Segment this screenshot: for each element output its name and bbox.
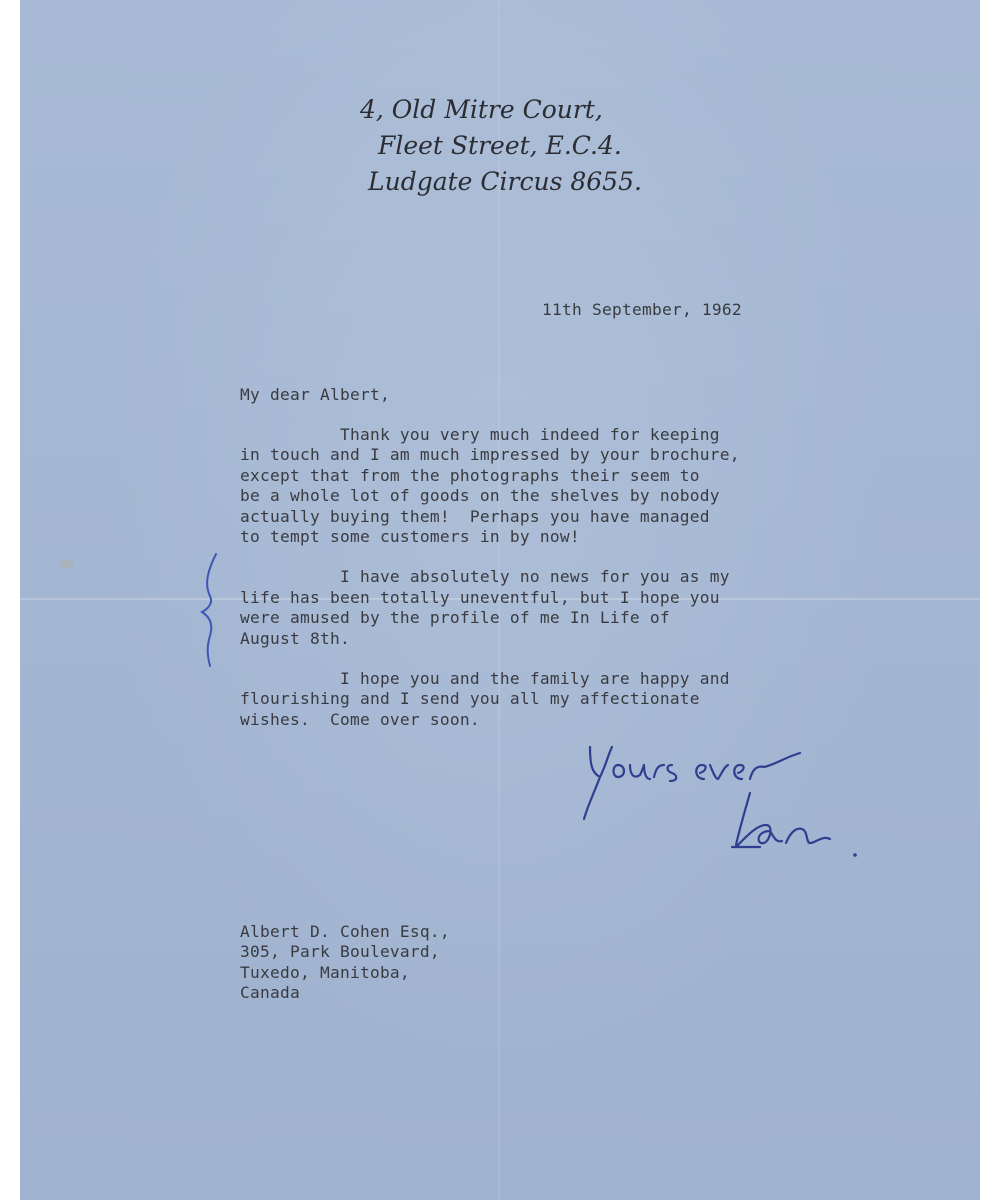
text-line: life has been totally uneventful, but I hope you [240,587,720,607]
text-line: actually buying them! Perhaps you have managed [240,506,710,526]
address-line: Tuxedo, Manitoba, [240,962,410,982]
recipient-address [240,922,450,1004]
address-line: 305, Park Boulevard, [240,942,440,962]
margin-pen-mark [196,550,226,670]
text-line: August 8th. [240,628,350,648]
address-line: Albert D. Cohen Esq., [240,922,450,941]
paragraph [240,669,860,730]
text-line: were amused by the profile of me In Life of [240,608,670,628]
salutation: My dear Albert, [240,385,390,404]
paragraph [240,425,860,547]
text-line: except that from the photographs their seem to [240,465,700,485]
letterhead-line: Ludgate Circus 8655. [368,167,642,196]
text-line: wishes. Come over soon. [240,709,480,729]
text-line: in touch and I am much impressed by your brochure, [240,445,740,465]
text-line: flourishing and I send you all my affectionate [240,689,700,709]
letter-date: 11th September, 1962 [542,300,742,319]
text-line: I hope you and the family are happy and [240,669,730,689]
letter-body [240,425,860,750]
paragraph [240,567,860,649]
text-line: be a whole lot of goods on the shelves by nobody [240,486,720,506]
text-line: I have absolutely no news for you as my [240,567,730,587]
handwritten-signature [560,735,860,865]
letterhead [360,92,680,200]
text-line: to tempt some customers in by now! [240,527,580,547]
text-line: Thank you very much indeed for keeping [240,425,720,444]
letterhead-line: Fleet Street, E.C.4. [378,131,622,160]
letterhead-line: 4, Old Mitre Court, [360,95,603,124]
address-line: Canada [240,983,300,1003]
paper-stain [60,560,74,568]
